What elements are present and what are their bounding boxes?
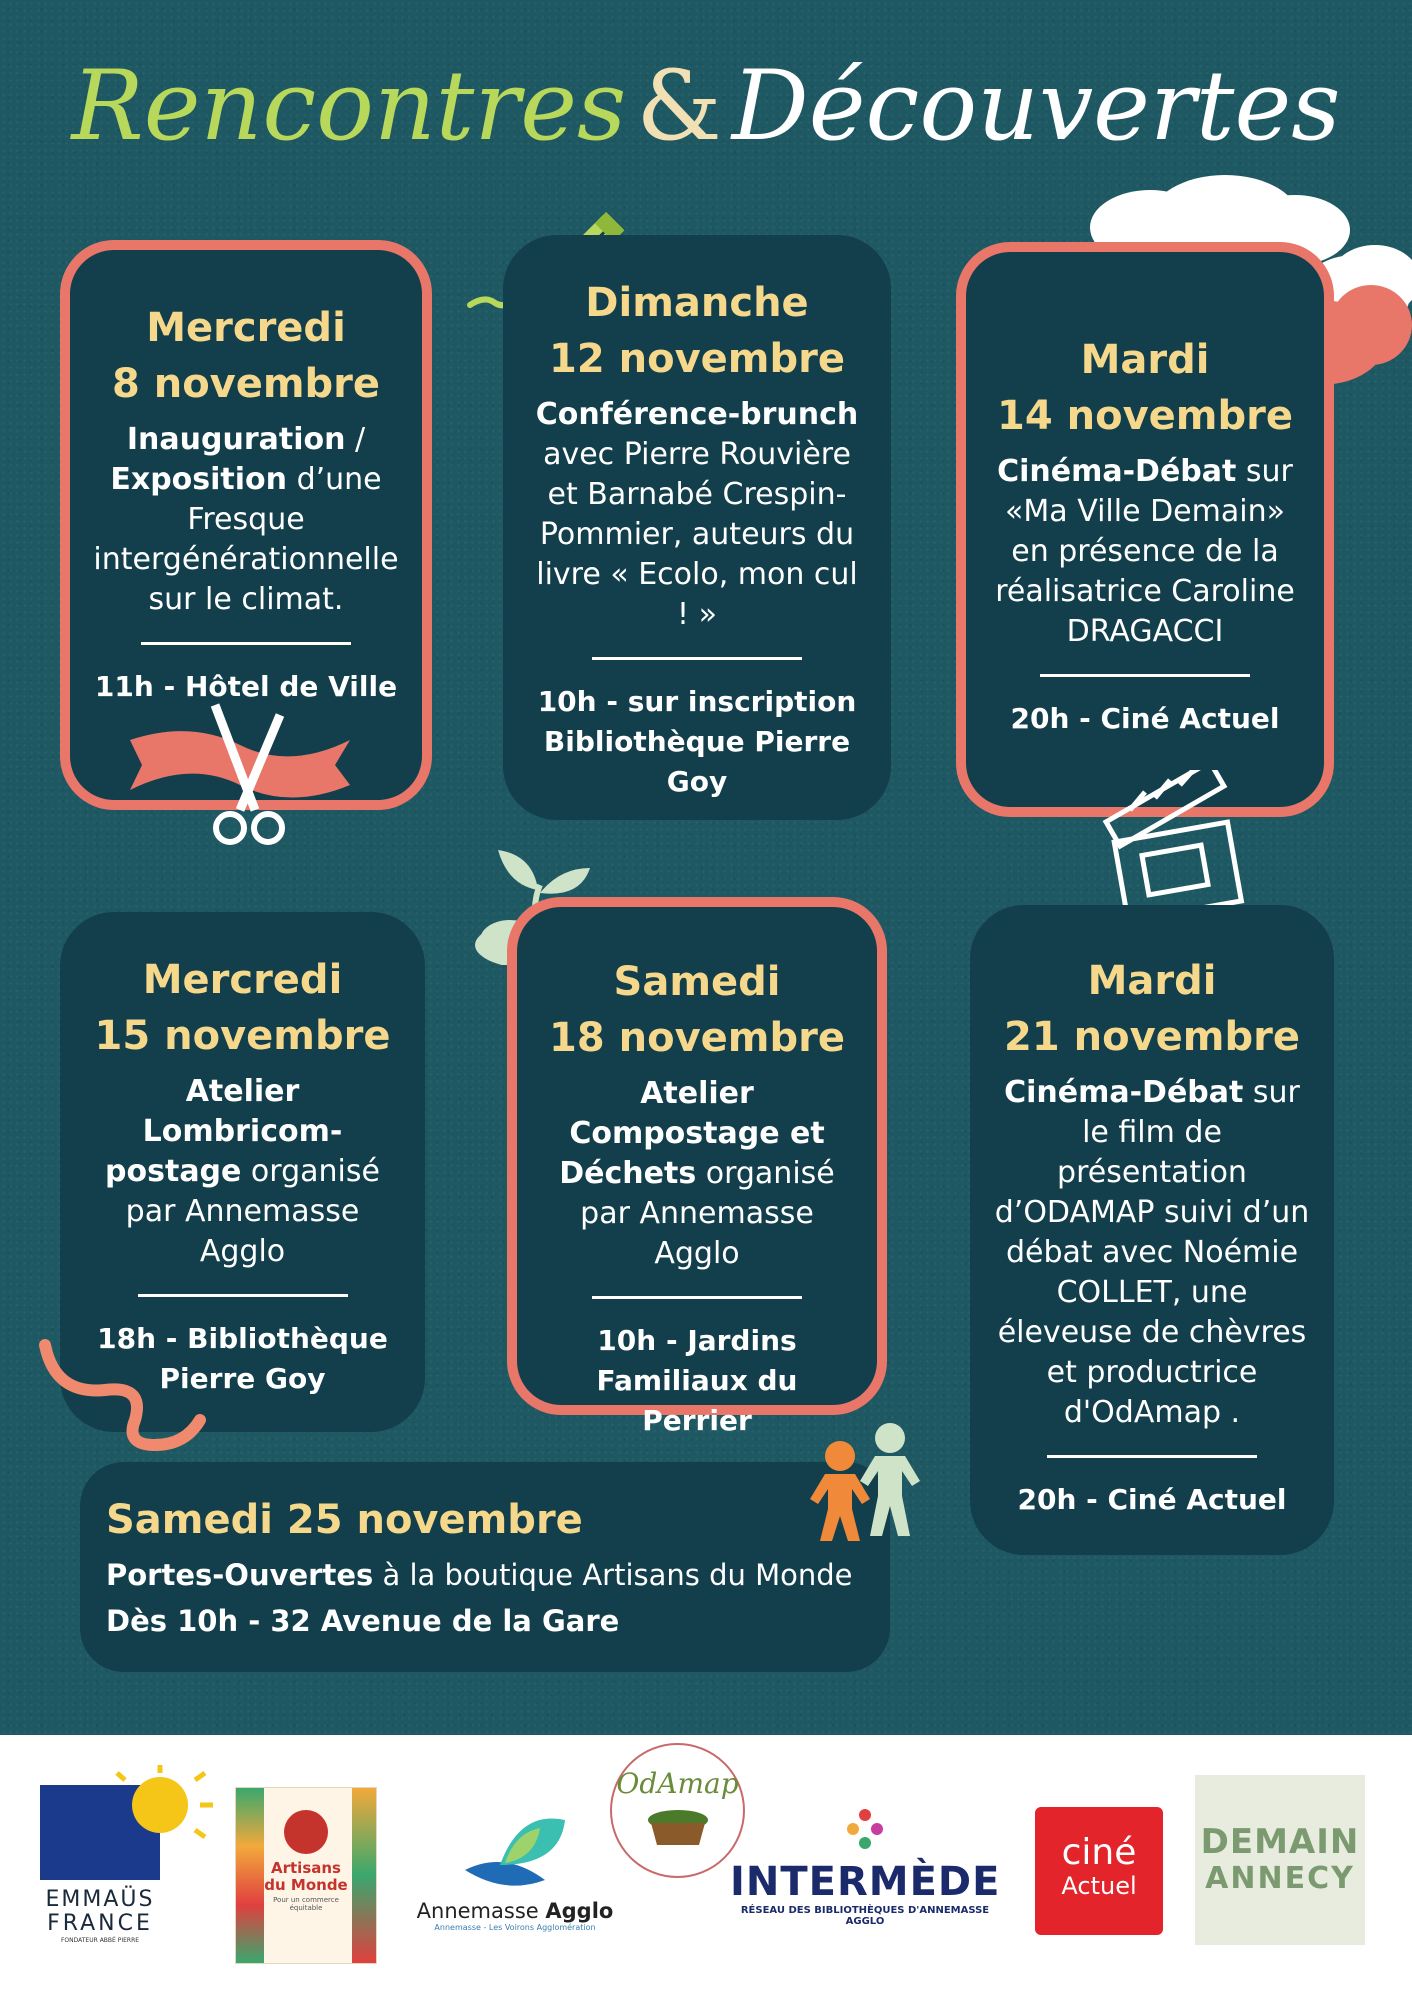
event-day: Mardi [1087, 958, 1217, 1004]
event-date: 14 novembre [997, 393, 1293, 439]
artisans-du-monde-logo [235, 1787, 377, 1964]
event-card-12-november [503, 235, 891, 820]
event-time-place: Dès 10h - 32 Avenue de la Gare [106, 1604, 620, 1638]
event-description [106, 1552, 890, 1598]
emmaus-france-logo [35, 1765, 215, 1975]
event-description: Atelier Compostage et Déchets organisé par Annemasse Agglo [559, 1076, 835, 1271]
event-description: Cinéma-Débat sur «Ma Ville Demain» en présence de la réalisatrice Caroline DRAGACCI [995, 454, 1295, 649]
event-day: Mercredi [142, 957, 343, 1003]
event-date: 12 novembre [549, 336, 845, 382]
event-day: Mardi [1080, 337, 1210, 383]
event-card-25-november [80, 1462, 890, 1672]
event-date: 21 novembre [1004, 1014, 1300, 1060]
emmaus-name: EMMAÜS [45, 1887, 155, 1912]
event-date: 8 novembre [111, 361, 381, 407]
intermede-name: INTERMÈDE [730, 1859, 1001, 1905]
demain-line1: DEMAIN [1200, 1822, 1360, 1862]
event-time-place: 11h - Hôtel de Ville [94, 670, 398, 703]
event-date: 18 novembre [549, 1015, 845, 1061]
event-description-bold: Portes-Ouvertes [106, 1558, 374, 1592]
odamap-name: OdAmap [616, 1767, 739, 1800]
demain-annecy-logo [1195, 1775, 1365, 1945]
annemasse-name-bold: Agglo [545, 1899, 614, 1923]
divider [592, 657, 802, 660]
annemasse-leaves-icon [455, 1815, 575, 1895]
worm-icon [35, 1335, 215, 1455]
intermede-dots-icon [835, 1805, 895, 1855]
artisans-name: Artisans du Monde [264, 1859, 348, 1894]
divider [1040, 674, 1250, 677]
event-heading: Samedi 25 novembre [106, 1497, 583, 1543]
demain-line2: ANNECY [1205, 1861, 1355, 1896]
scissors-ribbon-icon [120, 700, 360, 850]
artisans-tag: Pour un commerce équitable [273, 1896, 339, 1912]
cine-actuel-logo [1035, 1807, 1163, 1935]
divider [138, 1294, 348, 1297]
children-icon [800, 1418, 930, 1543]
event-description-rest: à la boutique Artisans du Monde [373, 1558, 853, 1592]
title-part-rencontres: Rencontres [71, 50, 627, 162]
partner-logos-footer [0, 1735, 1412, 2000]
annemasse-agglo-logo [415, 1815, 615, 1965]
leaf-icon [352, 1788, 376, 1963]
event-description: Cinéma-Débat sur le film de présentation d’ODAMAP suivi d’un débat avec Noémie COLLET, une éleveuse de chèvres et productrice d'OdAmap . [994, 1075, 1310, 1430]
title-part-decouvertes: Découvertes [731, 50, 1341, 162]
event-time-place: 20h - Ciné Actuel [1010, 702, 1280, 735]
basket-icon [643, 1808, 713, 1848]
leaf-icon [236, 1788, 264, 1963]
event-description: Inauguration / Exposition d’une Fresque intergénérationnelle sur le climat. [93, 422, 399, 617]
annemasse-name [415, 1899, 615, 1923]
event-day: Mercredi [146, 305, 346, 351]
event-description: Conférence-brunch avec Pierre Rouvière et Barnabé Crespin-Pommier, auteurs du livre « Ecolo, mon cul ! » [535, 397, 859, 632]
event-time-place: 10h - sur inscription Bibliothèque Pierre Goy [537, 685, 857, 798]
event-time-place: 18h - Bibliothèque Pierre Goy [97, 1322, 388, 1395]
event-time-place: 10h - Jardins Familiaux du Perrier [596, 1324, 798, 1437]
event-description: Atelier Lombricom-postage organisé par Annemasse Agglo [105, 1074, 380, 1269]
annemasse-tag: Annemasse - Les Voirons Agglomération [434, 1923, 596, 1932]
cine-line2: Actuel [1061, 1872, 1137, 1900]
title-ampersand: & [636, 50, 722, 162]
event-card-18-november [507, 897, 887, 1437]
sun-icon [35, 1765, 215, 1885]
event-card-21-november [970, 905, 1334, 1555]
cine-line1: ciné [1061, 1832, 1137, 1873]
divider [592, 1296, 802, 1299]
event-card-14-november [956, 242, 1334, 817]
poster-title [0, 50, 1412, 162]
artisans-emblem-icon [284, 1810, 328, 1854]
event-date: 15 novembre [94, 1013, 391, 1059]
odamap-logo [610, 1743, 745, 1878]
divider [1047, 1455, 1257, 1458]
divider [141, 642, 351, 645]
emmaus-sub: FRANCE [47, 1911, 153, 1936]
intermede-tag: RÉSEAU DES BIBLIOTHÈQUES D'ANNEMASSE AGGLO [740, 1905, 990, 1927]
emmaus-tag: FONDATEUR ABBÉ PIERRE [60, 1937, 140, 1944]
intermede-logo [730, 1805, 1000, 1965]
event-time-place: 20h - Ciné Actuel [1017, 1483, 1287, 1516]
annemasse-name-light: Annemasse [416, 1899, 546, 1923]
event-day: Samedi [613, 959, 781, 1005]
event-day: Dimanche [585, 280, 809, 326]
